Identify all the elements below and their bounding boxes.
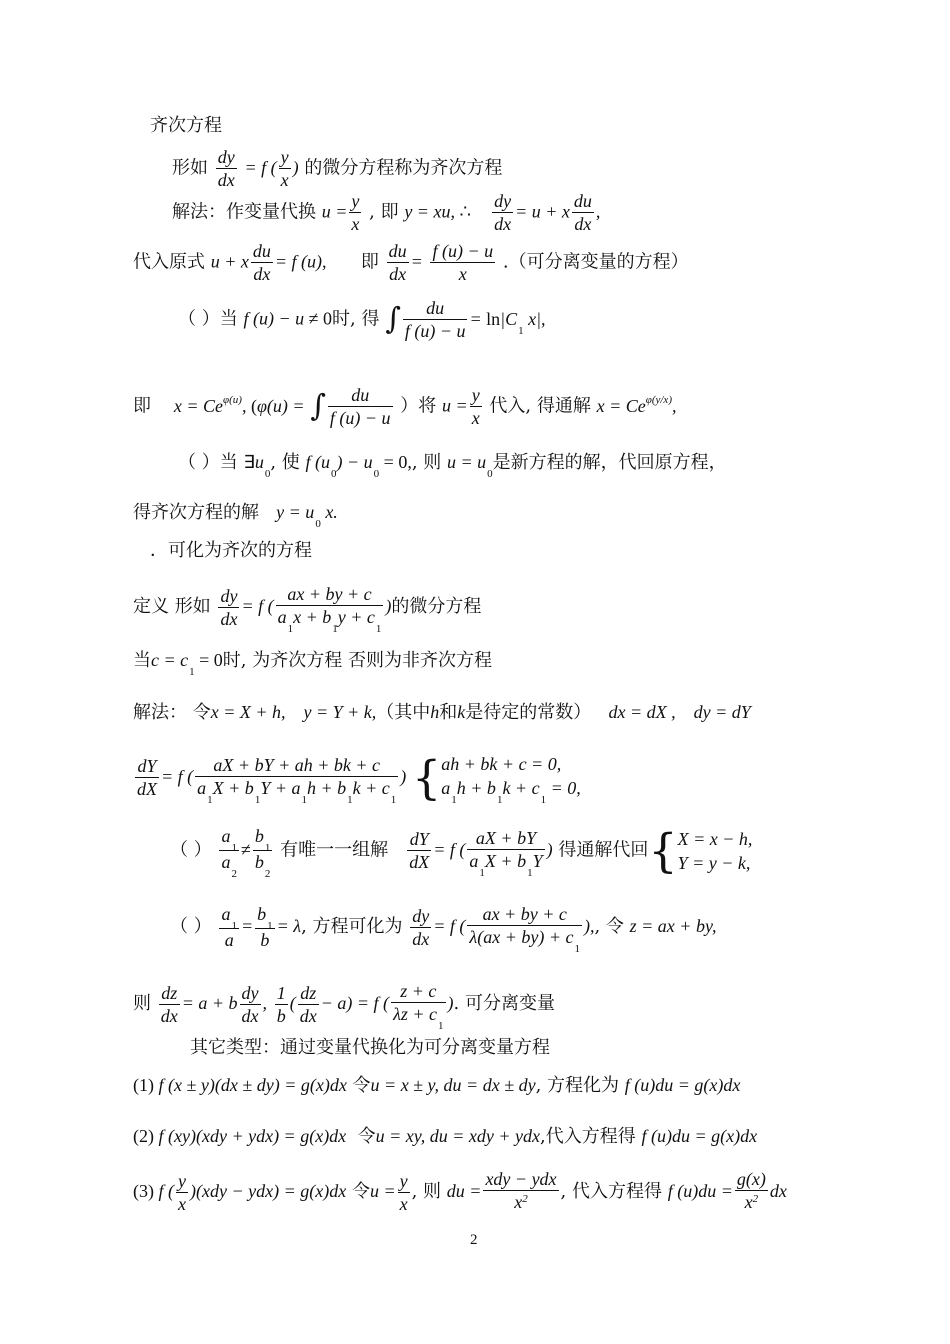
other-types-title [190,1036,550,1060]
formula-1-over-b: $\frac{1}{b}$ [276,982,286,1026]
type1-ling: 令 [352,1075,371,1096]
method-ji: , 即 [369,201,399,223]
formula-y-over-x-5: $\frac{y}{x}$ [399,1170,408,1214]
formula-dy-dx-5: $\frac{dy}{dx}$ [241,982,259,1026]
formula-y-over-x-4: $\frac{y}{x}$ [178,1170,186,1214]
formula-y-over-x-3: $\frac{y}{x}$ [471,385,480,428]
section2-title [150,539,312,563]
type1-line: (1) f (x ± y)(dx ± dy) = g(x)dx 令u = x ± y, du = dx ± dy, 方程化为 f (u)du = g(x)dx [133,1075,741,1096]
type2-tail: ,代入方程得 [540,1126,636,1147]
sol2-line: 解法： 令x = X + h, y = Y + k,（其中h和k是待定的常数） dx = dX , dy = dY [133,702,751,723]
method-line: 解法：作变量代换 u = $\frac{y}{x}$ , 即 y = xu, ∴ $\frac{dy}{dx}$ = u + x $\frac{du}{dx}$ , [172,191,601,234]
when-line: 当$c = c_1 = 0$时, 为齐次方程 否则为非齐次方程 [133,650,492,678]
case2-text1: , 使 [270,452,300,473]
when-text: 时, 为齐次方程 否则为非齐次方程 [222,650,492,671]
formula-gx-over-x2: $\frac{g(x)}{x^2}$ [736,1169,766,1212]
type3-ling: 令 [351,1181,370,1202]
system-XY: X = x − h, Y = y − k, [677,828,753,873]
formula-b1-b2: $\frac{b_1}{b_2}$ [254,826,271,880]
substitute-line: 代入原式 u + x $\frac{du}{dx}$ = f (u), 即 $\frac{du}{dx}$ = $\frac{f (u) - u}{x}$ .（可分离变量的方程） [133,241,689,284]
type2-line: (2) f (xy)(xdy + ydx) = g(x)dx 令u = xy, du = xdy + ydx,代入方程得 f (u)du = g(x)dx [133,1126,758,1147]
ji-label: 即 [133,395,151,417]
ji-mid2: 代入, 得通解 [489,395,591,417]
type1-tail: , 方程化为 [535,1075,620,1096]
case4-text1: , 方程可化为 [301,916,403,937]
section2-title-text: ．可化为齐次的方程 [150,540,312,561]
case3-marker: （ ） [170,839,212,861]
formula-dy-dx-3: $\frac{dy}{dx}$ [220,585,238,629]
case2-text3: 是新方程的解，代回原方程， [492,452,727,473]
system-hk: ah + bk + c = 0, $a_1h + b_1k + c_1 = 0$, [441,754,581,806]
when-label: 当 [133,650,151,671]
type3-tail: , 代入方程得 [560,1181,662,1202]
method-label: 解法：作变量代换 [172,201,316,223]
sol2-label: 解法： 令 [133,702,211,723]
formula-a1-a: $\frac{a_1}{a}$ [221,904,237,950]
formula-du-dx-3: $\frac{du}{dx}$ [388,241,407,284]
case2-result-label: 得齐次方程的解 [133,502,259,523]
formula-big-fraction: $\frac{aX + bY + ah + bk + c}{a_1X + b_1Y + a_1h + b_1k + c_1}$ [197,754,397,806]
case2-marker: （ ）当 [178,452,238,473]
formula-ax-by-c-over: $\frac{ax + by + c}{a_1x + b_1y + c_1}$ [277,584,382,635]
formula-du-over-fu-u-2: $\frac{du}{f (u) - u}$ [329,385,391,428]
sol2-note1: （其中 [376,702,431,723]
type3-line: (3) f ( $\frac{y}{x}$ )(xdy − ydx) = g(x)dx 令u = $\frac{y}{x}$ , 则 du = $\frac{\text{xdy − ydx}}{x^2}$ , 代入方程得 f (u)du = $\frac{g(x)}{x^2}$ dx [133,1168,787,1216]
formula-dY-dX-2: $\frac{dY}{dX}$ [409,829,430,872]
case4-line: （ ） $\frac{a_1}{a}$ = $\frac{b_1}{b}$ = λ, 方程可化为 $\frac{dy}{dx}$ = f ( $\frac{ax + by + c}{\lambda(ax + by) + c_1}$ ),, 令 z = ax + by, [170,904,717,955]
formula-dy-dx: $\frac{dy}{dx}$ [217,147,235,190]
definition-suffix: 的微分方程称为齐次方程 [304,157,503,179]
other-types-title-text: 其它类型：通过变量代换化为可分离变量方程 [190,1037,550,1058]
formula-aX-bY-over: $\frac{aX + bY}{a_1X + b_1Y}$ [469,827,543,879]
formula-dy-dx-2: $\frac{dy}{dx}$ [494,191,512,234]
integral-sign-2: ∫ [310,388,326,424]
ji-mid: ）将 [400,395,437,417]
formula-y-over-x: $\frac{y}{x}$ [280,147,289,190]
substitute-note: .（可分离变量的方程） [502,251,689,273]
definition-prefix: 形如 [172,157,208,179]
case2-result-line: 得齐次方程的解 $y = u_0$ x. [133,502,338,530]
section-title-text: 齐次方程 [150,115,222,136]
formula-y-over-x-2: $\frac{y}{x}$ [351,191,360,234]
definition-line: 形如 $\frac{dy}{dx}$ = f ( $\frac{y}{x}$ ) 的微分方程称为齐次方程 [172,147,503,190]
formula-z-c-over: $\frac{z + c}{\lambda z + c_1}$ [393,981,444,1032]
then-label: 则 [133,993,151,1014]
integral-sign: ∫ [385,301,401,337]
def2-tail: 的微分方程 [391,596,482,617]
case3-text1: 有唯一一组解 [280,839,389,861]
case4-marker: （ ） [170,916,212,937]
case1-text: 时, 得 [332,308,380,330]
case3-text2: 得通解代回 [558,839,649,861]
formula-lambda-fraction: $\frac{ax + by + c}{\lambda(ax + by) + c_1}$ [469,904,580,955]
section-title [150,114,222,138]
case2-text2: , 则 [411,452,442,473]
formula-b1-b: $\frac{b_1}{b}$ [257,904,273,950]
formula-dY-dX: $\frac{dY}{dX}$ [137,756,157,799]
formula-dz-dx: $\frac{dz}{dx}$ [160,982,178,1026]
sol2-and: 和 [439,702,458,723]
transformed-eq-line: $\frac{dY}{dX}$ = f ( $\frac{aX + bY + ah + bk + c}{a_1X + b_1Y + a_1h + b_1k + c_1}$ ) { ah + bk + c = 0, $a_1h + b_1k + c_1 = 0$, [137,750,581,806]
then-line: 则 $\frac{dz}{dx}$ = a + b $\frac{dy}{dx}$ , $\frac{1}{b}$ ( $\frac{dz}{dx}$ − a) = f ( $\frac{z + c}{\lambda z + c_1}$ ). 可分离变量 [133,981,555,1032]
brace-1: { [412,750,442,805]
formula-dy-dx-4: $\frac{dy}{dx}$ [412,905,430,949]
formula-y-eq-xu: y = xu, ∴ [404,201,471,222]
formula-du-dx: $\frac{du}{dx}$ [573,191,592,234]
formula-u-eq: u = [321,201,348,222]
case1-marker: （ ）当 [178,308,238,330]
sol2-note2: 是待定的常数） [465,702,592,723]
type2-ling: 令 [357,1126,376,1147]
formula-fu-minus-u-over-x: $\frac{f (u) - u}{x}$ [432,241,494,284]
general-solution-line: 即 $x = Ce^{\varphi(u)}$, (φ(u) = ∫ $\frac{du}{f (u) - u}$ ）将 u = $\frac{y}{x}$ 代入, 得通解 $x = Ce^{\varphi(y/x)}$, [133,385,677,428]
substitute-label: 代入原式 [133,251,205,273]
formula-du-dx-2: $\frac{du}{dx}$ [252,241,271,284]
formula-eq-f: = f ( [244,157,277,178]
page-number: 2 [470,1232,478,1248]
substitute-ji: 即 [360,251,379,273]
brace-2: { [648,823,678,878]
case4-text2: , 令 [594,916,624,937]
def2-line: 定义 形如 $\frac{dy}{dx}$ = f ( $\frac{ax + by + c}{a_1x + b_1y + c_1}$ )的微分方程 [133,584,482,635]
case3-line: （ ） $\frac{a_1}{a_2}$ ≠ $\frac{b_1}{b_2}$ 有唯一一组解 $\frac{dY}{dX}$ = f ( $\frac{aX + bY}{a_1X + b_1Y}$ ) 得通解代回{ X = x − h, Y = y − k, [170,823,753,880]
formula-dz-dx-2: $\frac{dz}{dx}$ [299,982,317,1026]
formula-du-over-fu-u: $\frac{du}{f (u) - u}$ [404,298,466,341]
case2-line: （ ）当 $\exists u_0$, 使 f $(u_0) - u_0 = 0$,, 则 $u = u_0$是新方程的解，代回原方程， [178,452,727,480]
case1-line: （ ）当 f (u) − u ≠ 0时, 得 ∫ $\frac{du}{f (u) - u}$ = $\ln|C_1$ x|, [178,298,546,341]
type3-ze: , 则 [411,1181,442,1202]
formula-a1-a2: $\frac{a_1}{a_2}$ [221,826,237,880]
then-tail: . 可分离变量 [453,993,555,1014]
formula-xdy-ydx-over-x2: $\frac{\text{xdy − ydx}}{x^2}$ [485,1169,557,1212]
def2-label: 定义 形如 [133,596,211,617]
